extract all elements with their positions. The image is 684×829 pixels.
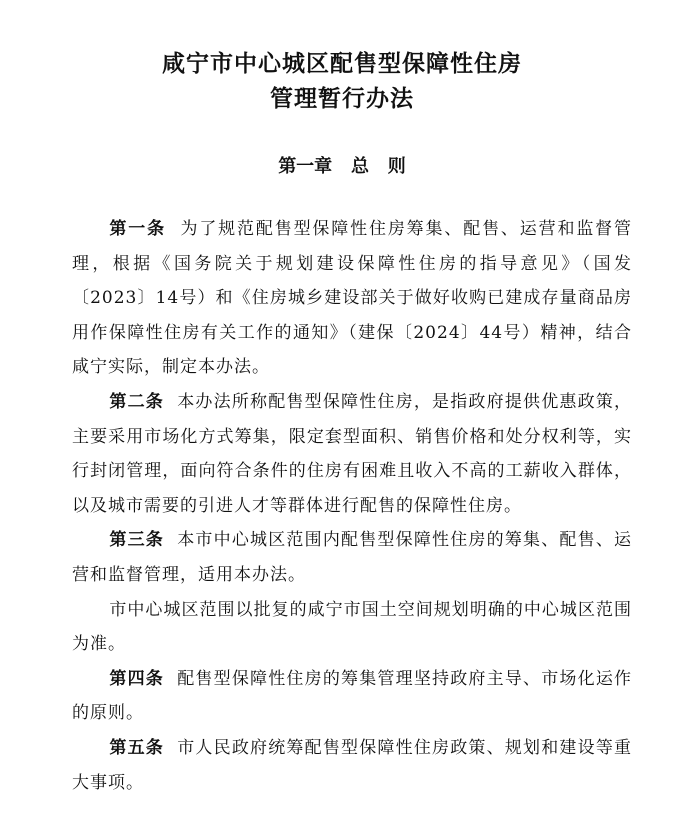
document-title-line-1: 咸宁市中心城区配售型保障性住房 [162,51,522,77]
article-label: 第二条 [109,391,164,412]
article-1 [72,212,632,385]
article-text: 为了规范配售型保障性住房筹集、配售、运营和监督管理，根据《国务院关于规划建设保障性住房的指导意见》（国发〔2023〕14号）和《住房城乡建设部关于做好收购已建成存量商品房用作保障性住房有关工作的通知》（建保〔2024〕44号）精神，结合咸宁实际，制定本办法。 [72,219,633,378]
article-text: 配售型保障性住房的筹集管理坚持政府主导、市场化运作的原则。 [72,668,633,724]
article-text: 市人民政府统筹配售型保障性住房政策、规划和建设等重大事项。 [72,737,633,793]
article-5 [72,731,632,800]
article-3 [72,523,632,592]
article-2 [72,385,632,523]
article-label: 第三条 [109,530,164,551]
document-body [72,212,632,800]
article-text: 本市中心城区范围内配售型保障性住房的筹集、配售、运营和监督管理，适用本办法。 [72,530,633,585]
article-4 [72,662,632,731]
article-label: 第五条 [109,737,164,758]
chapter-heading: 第一章 总 则 [278,156,406,177]
document-title-line-2: 管理暂行办法 [270,86,414,112]
article-label: 第四条 [109,668,164,689]
article-label: 第一条 [109,219,166,239]
paragraph-text: 市中心城区范围以批复的咸宁市国土空间规划明确的中心城区范围为准。 [72,599,632,655]
article-text: 本办法所称配售型保障性住房，是指政府提供优惠政策，主要采用市场化方式筹集，限定套型面积、销售价格和处分权利等，实行封闭管理，面向符合条件的住房有困难且收入不高的工薪收入群体，以及城市需要的引进人才等群体进行配售的保障性住房。 [72,391,633,516]
article-3-paragraph-2 [72,593,632,662]
